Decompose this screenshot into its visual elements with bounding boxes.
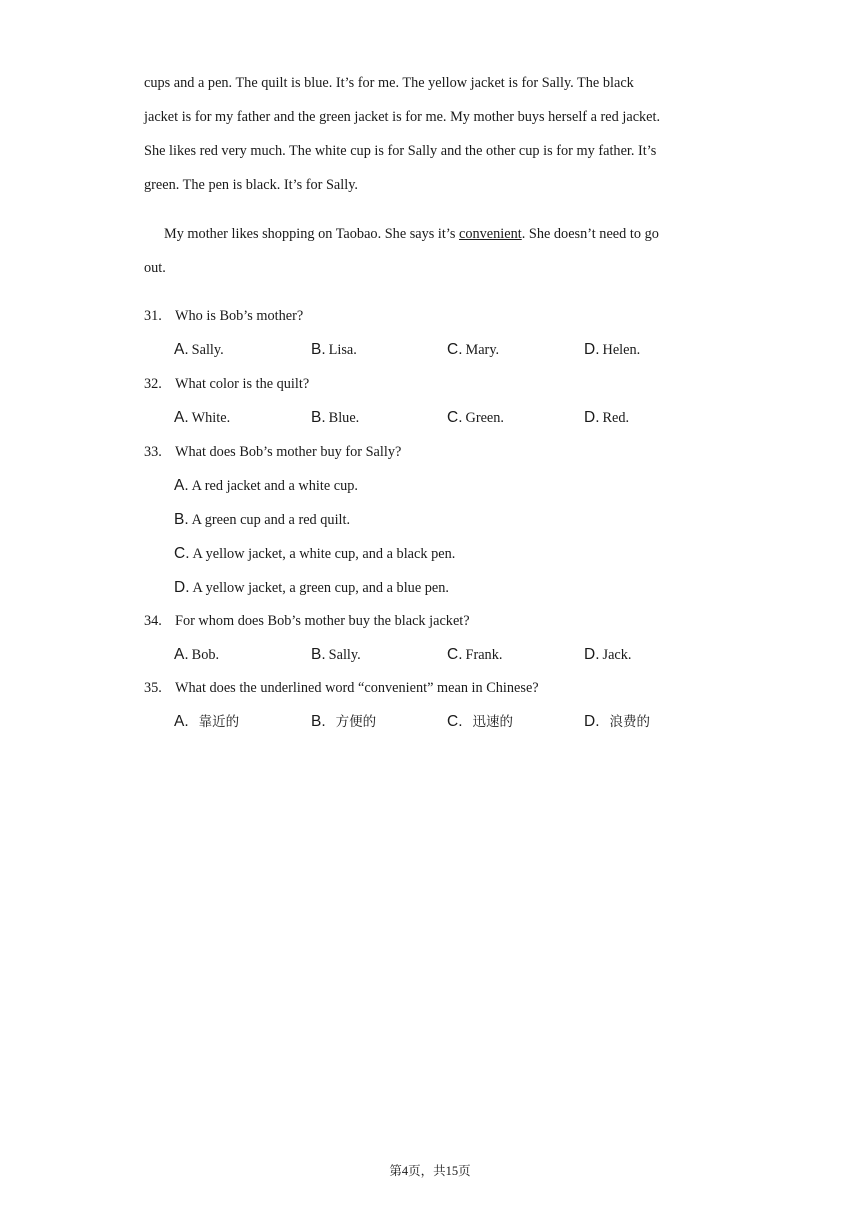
option-letter: B.: [174, 511, 189, 528]
question-32: [144, 374, 309, 394]
option-letter: C.: [447, 341, 463, 358]
option-text: Green.: [465, 410, 504, 426]
option-c: [447, 408, 504, 428]
option-d: [584, 712, 650, 732]
option-letter: C.: [447, 646, 463, 663]
option-c: [447, 712, 513, 732]
question-31: [144, 306, 303, 326]
passage-line: out.: [144, 260, 166, 276]
question-number: 35.: [144, 680, 162, 696]
option-b: [311, 340, 357, 360]
passage-line: She likes red very much. The white cup is for Sally and the other cup is for my father. It’s: [144, 143, 657, 159]
passage-line: green. The pen is black. It’s for Sally.: [144, 177, 358, 193]
option-a: [174, 645, 219, 665]
option-letter: B.: [311, 646, 326, 663]
option-letter: B.: [311, 713, 326, 730]
question-34: [144, 611, 470, 631]
option-letter: D.: [584, 341, 600, 358]
option-b: [311, 408, 359, 428]
passage-line: jacket is for my father and the green jacket is for me. My mother buys herself a red jacket.: [144, 109, 661, 125]
option-letter: A.: [174, 646, 189, 663]
option-a: [174, 476, 358, 496]
option-text: A red jacket and a white cup.: [191, 478, 358, 494]
option-text: Blue.: [328, 410, 360, 426]
option-letter: D.: [584, 409, 600, 426]
option-d: [584, 340, 640, 360]
option-text: Sally.: [191, 342, 224, 358]
option-text: Mary.: [465, 342, 500, 358]
question-33: [144, 442, 401, 462]
option-c: [174, 544, 455, 564]
option-letter: D.: [174, 579, 190, 596]
question-number: 33.: [144, 444, 162, 460]
option-text: A yellow jacket, a green cup, and a blue pen.: [192, 580, 449, 596]
option-d: [584, 645, 631, 665]
option-text: Frank.: [465, 647, 503, 663]
option-letter: B.: [311, 409, 326, 426]
question-text: What color is the quilt?: [175, 376, 310, 392]
option-a: [174, 712, 239, 732]
option-letter: C.: [447, 409, 463, 426]
question-35: [144, 678, 539, 698]
option-a: [174, 340, 224, 360]
option-text: Red.: [602, 410, 630, 426]
option-text: 靠近的: [198, 714, 240, 730]
option-text: A green cup and a red quilt.: [191, 512, 351, 528]
passage-text: My mother likes shopping on Taobao. She says it’s: [164, 226, 459, 242]
option-text: 迅速的: [472, 714, 513, 730]
option-letter: D.: [584, 646, 600, 663]
passage-text: . She doesn’t need to go: [521, 226, 659, 242]
option-letter: B.: [311, 341, 326, 358]
option-c: [447, 645, 502, 665]
question-number: 31.: [144, 308, 162, 324]
option-letter: C.: [447, 713, 463, 730]
passage-paragraph-2: [164, 224, 659, 244]
option-text: 方便的: [335, 714, 377, 730]
option-b: [311, 645, 361, 665]
option-text: A yellow jacket, a white cup, and a black pen.: [192, 546, 456, 562]
option-letter: A.: [174, 477, 189, 494]
question-text: Who is Bob’s mother?: [175, 308, 304, 324]
option-letter: A.: [174, 409, 189, 426]
option-letter: D.: [584, 713, 600, 730]
question-number: 32.: [144, 376, 162, 392]
option-text: Jack.: [602, 647, 632, 663]
option-d: [584, 408, 629, 428]
option-letter: A.: [174, 713, 189, 730]
option-c: [447, 340, 499, 360]
option-text: Helen.: [602, 342, 641, 358]
question-text: For whom does Bob’s mother buy the black jacket?: [175, 613, 470, 629]
option-text: Bob.: [191, 647, 220, 663]
underlined-word: convenient: [459, 226, 522, 242]
option-a: [174, 408, 230, 428]
question-text: What does the underlined word “convenient” mean in Chinese?: [175, 680, 539, 696]
option-text: White.: [191, 410, 231, 426]
option-b: [174, 510, 350, 530]
page-footer: 第4页，共15页: [389, 1164, 471, 1178]
option-text: Sally.: [328, 647, 361, 663]
question-number: 34.: [144, 613, 162, 629]
option-d: [174, 578, 449, 598]
option-text: 浪费的: [609, 714, 650, 730]
option-letter: C.: [174, 545, 190, 562]
option-letter: A.: [174, 341, 189, 358]
question-text: What does Bob’s mother buy for Sally?: [175, 444, 402, 460]
option-b: [311, 712, 376, 732]
passage-line: cups and a pen. The quilt is blue. It’s for me. The yellow jacket is for Sally. The black: [144, 75, 634, 91]
option-text: Lisa.: [328, 342, 357, 358]
